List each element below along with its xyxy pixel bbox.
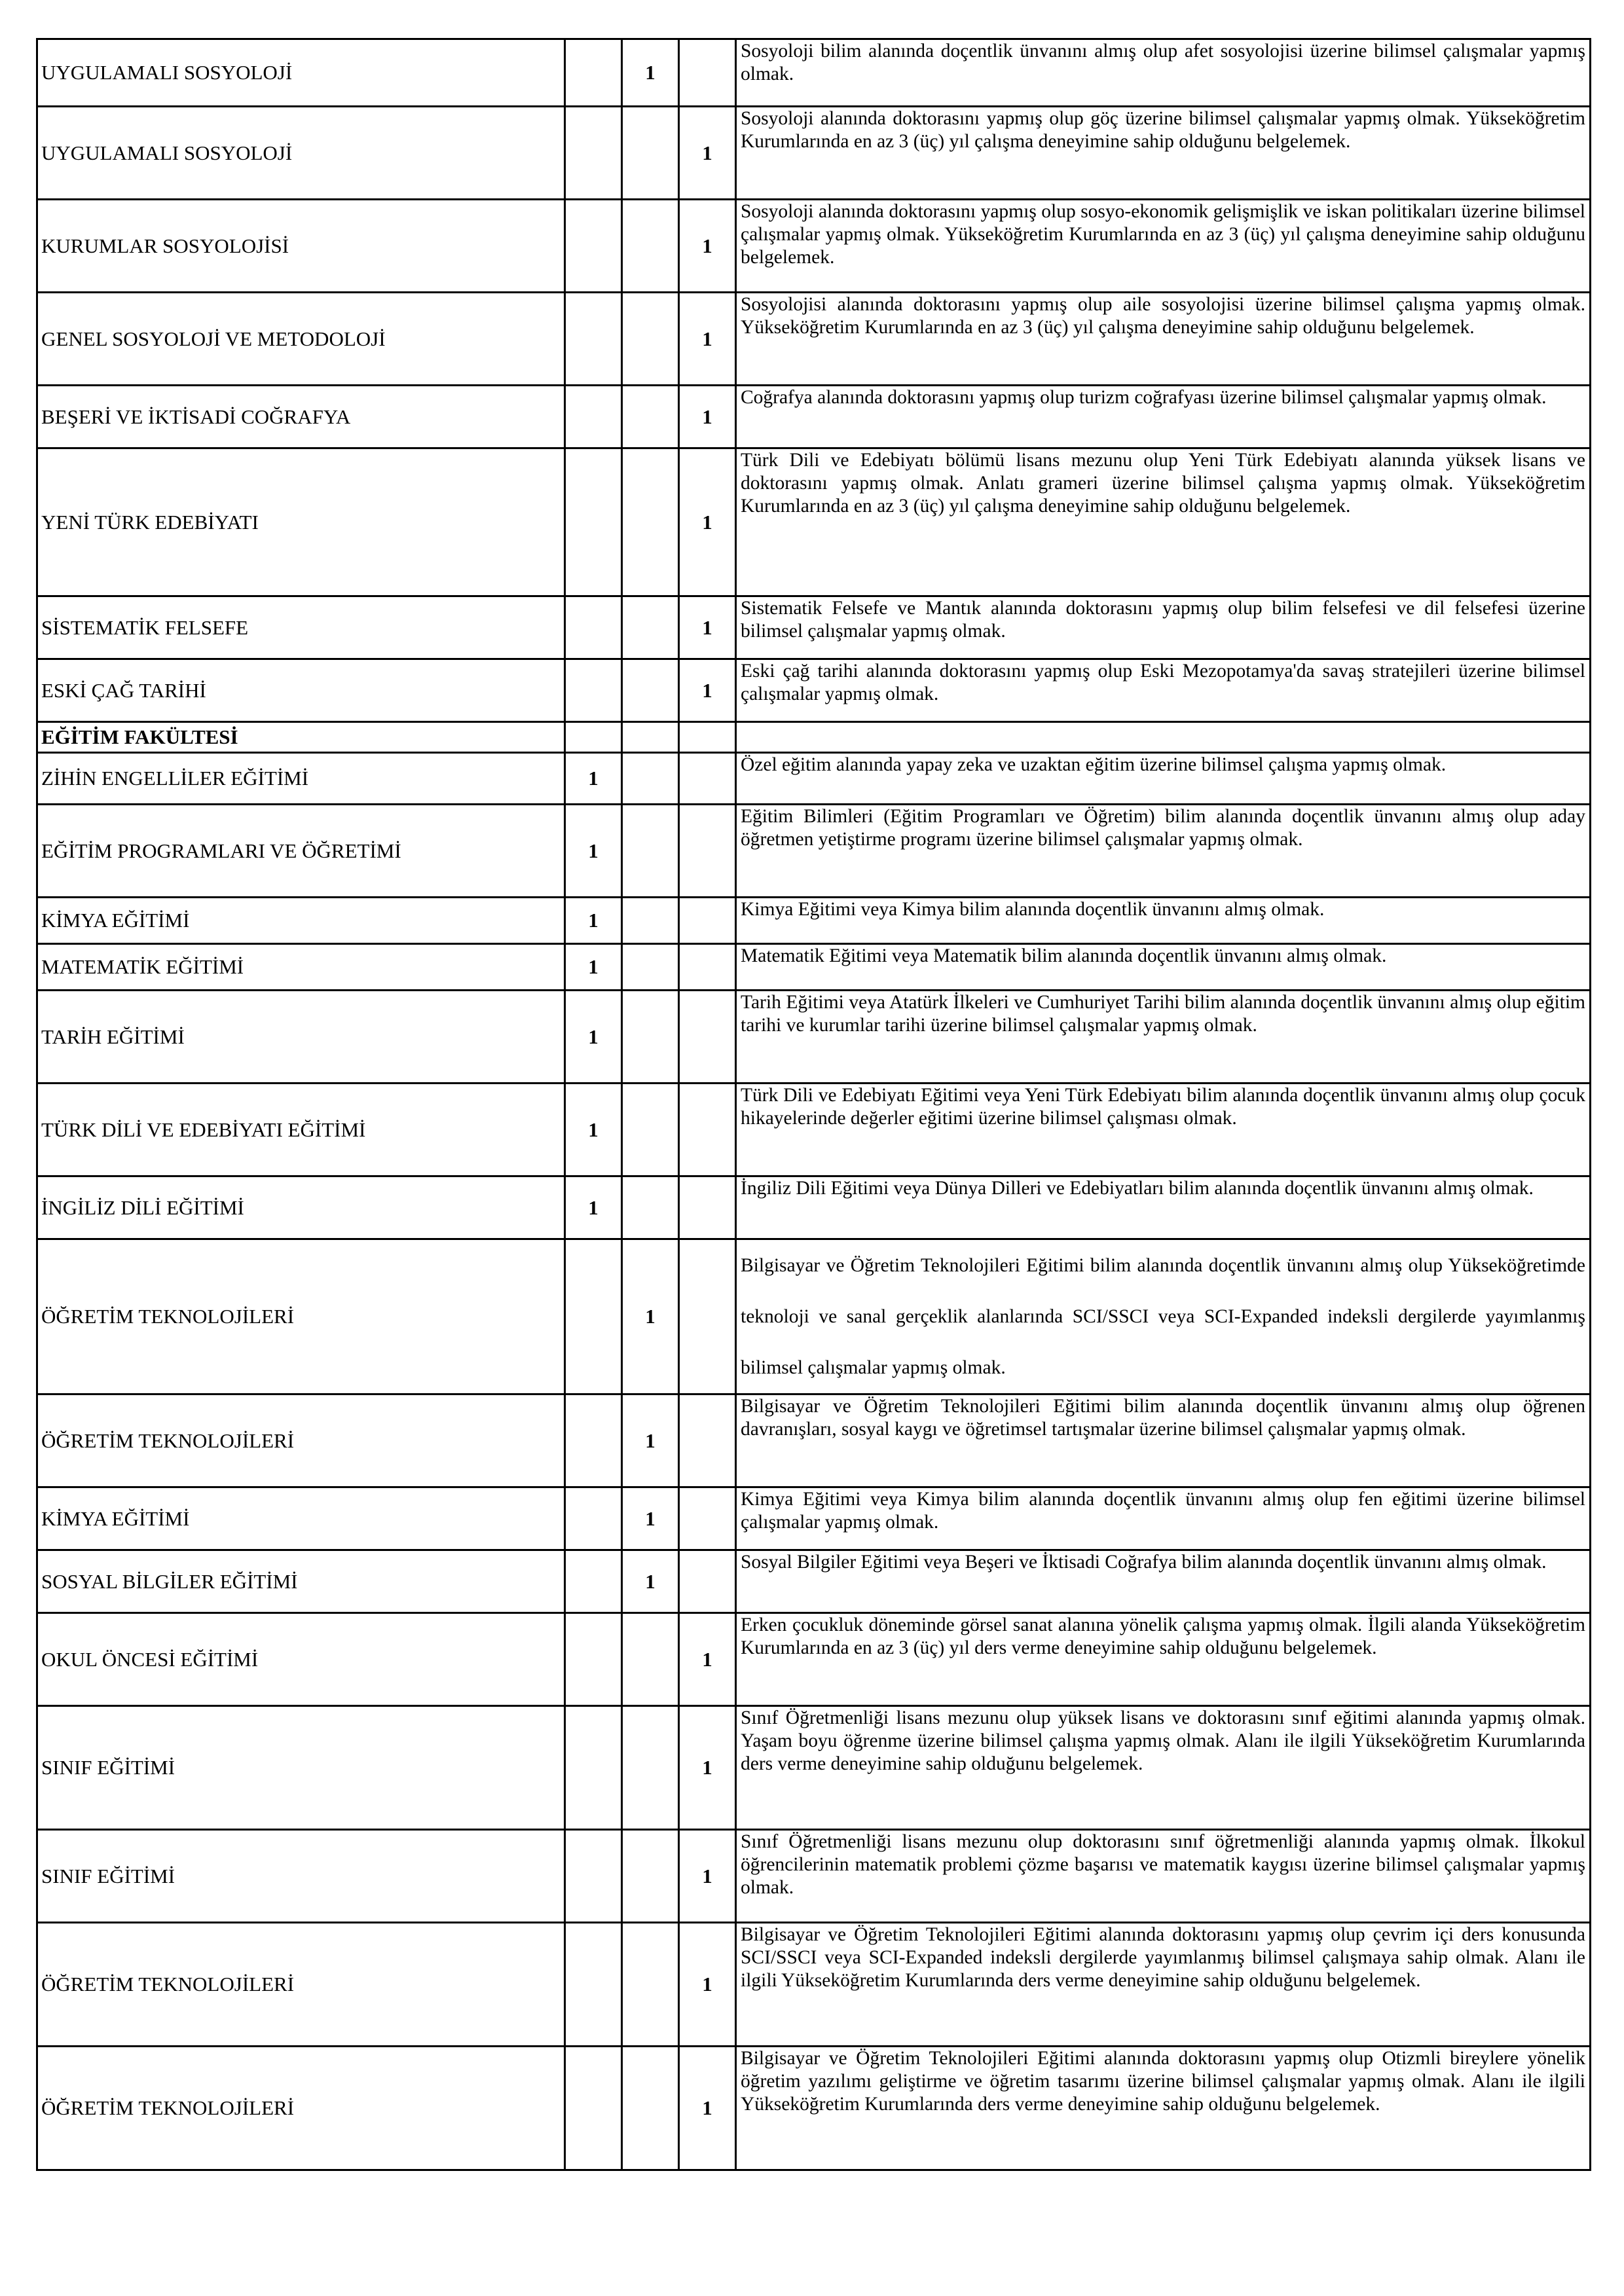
table-row <box>37 805 1591 898</box>
position-name-cell: ÖĞRETİM TEKNOLOJİLERİ <box>37 1394 565 1487</box>
requirement-description-cell: Tarih Eğitimi veya Atatürk İlkeleri ve Cumhuriyet Tarihi bilim alanında doçentlik ünvanını almış olup eğitim tarihi ve kurumlar tarihi üzerine bilimsel çalışmalar yapmış olmak. <box>736 991 1591 1084</box>
associate-professor-count-cell <box>622 1706 679 1830</box>
table-row <box>37 107 1591 200</box>
assistant-professor-count-cell <box>679 1550 736 1613</box>
requirement-description-cell: Sınıf Öğretmenliği lisans mezunu olup yüksek lisans ve doktorasını sınıf eğitimi alanında yapmış olmak. Yaşam boyu öğrenme üzerine bilimsel çalışma yapmış olmak. Alanı ile ilgili Yükseköğretim Kurumlarında ders verme deneyimine sahip olduğunu belgelemek. <box>736 1706 1591 1830</box>
professor-count-cell <box>565 107 622 200</box>
associate-professor-count-cell <box>622 200 679 293</box>
assistant-professor-count-cell <box>679 753 736 805</box>
professor-count-cell: 1 <box>565 1084 622 1176</box>
table-row <box>37 1487 1591 1550</box>
table-row <box>37 898 1591 944</box>
position-name-cell: KİMYA EĞİTİMİ <box>37 1487 565 1550</box>
associate-professor-count-cell: 1 <box>622 1550 679 1613</box>
associate-professor-count-cell <box>622 991 679 1084</box>
position-name-cell: TÜRK DİLİ VE EDEBİYATI EĞİTİMİ <box>37 1084 565 1176</box>
professor-count-cell <box>565 39 622 107</box>
assistant-professor-count-cell <box>679 1084 736 1176</box>
position-name-cell: KURUMLAR SOSYOLOJİSİ <box>37 200 565 293</box>
table-row <box>37 596 1591 659</box>
position-name-cell: UYGULAMALI SOSYOLOJİ <box>37 107 565 200</box>
assistant-professor-count-cell <box>679 1487 736 1550</box>
table-row <box>37 1239 1591 1394</box>
assistant-professor-count-cell: 1 <box>679 1613 736 1706</box>
position-name-cell: KİMYA EĞİTİMİ <box>37 898 565 944</box>
table-row <box>37 991 1591 1084</box>
associate-professor-count-cell <box>622 293 679 386</box>
assistant-professor-count-cell <box>679 39 736 107</box>
professor-count-cell <box>565 596 622 659</box>
assistant-professor-count-cell <box>679 944 736 991</box>
requirement-description-cell: Coğrafya alanında doktorasını yapmış olup turizm coğrafyası üzerine bilimsel çalışmalar yapmış olmak. <box>736 386 1591 448</box>
associate-professor-count-cell <box>622 1830 679 1923</box>
requirement-description-cell: Sosyolojisi alanında doktorasını yapmış olup aile sosyolojisi üzerine bilimsel çalışma yapmış olmak. Yükseköğretim Kurumlarında en az 3 (üç) yıl çalışma deneyimine sahip olduğunu belgelemek. <box>736 293 1591 386</box>
associate-professor-count-cell <box>622 753 679 805</box>
assistant-professor-count-cell: 1 <box>679 659 736 722</box>
requirement-description-cell: Özel eğitim alanında yapay zeka ve uzaktan eğitim üzerine bilimsel çalışma yapmış olmak. <box>736 753 1591 805</box>
assistant-professor-count-cell <box>679 1239 736 1394</box>
position-name-cell: SİSTEMATİK FELSEFE <box>37 596 565 659</box>
position-name-cell: ÖĞRETİM TEKNOLOJİLERİ <box>37 1923 565 2047</box>
table-row <box>37 448 1591 596</box>
position-name-cell: BEŞERİ VE İKTİSADİ COĞRAFYA <box>37 386 565 448</box>
professor-count-cell <box>565 1706 622 1830</box>
assistant-professor-count-cell: 1 <box>679 107 736 200</box>
requirement-description-cell: Kimya Eğitimi veya Kimya bilim alanında doçentlik ünvanını almış olup fen eğitimi üzerine bilimsel çalışmalar yapmış olmak. <box>736 1487 1591 1550</box>
associate-professor-count-cell <box>622 1613 679 1706</box>
requirement-description-cell: Sosyoloji bilim alanında doçentlik ünvanını almış olup afet sosyolojisi üzerine bilimsel çalışmalar yapmış olmak. <box>736 39 1591 107</box>
assistant-professor-count-cell <box>679 1394 736 1487</box>
position-name-cell: ZİHİN ENGELLİLER EĞİTİMİ <box>37 753 565 805</box>
assistant-professor-count-cell: 1 <box>679 448 736 596</box>
position-name-cell: ESKİ ÇAĞ TARİHİ <box>37 659 565 722</box>
table-row <box>37 1923 1591 2047</box>
professor-count-cell <box>565 722 622 753</box>
requirement-description-cell: Erken çocukluk döneminde görsel sanat alanına yönelik çalışma yapmış olmak. İlgili alanda Yükseköğretim Kurumlarında en az 3 (üç) yıl ders verme deneyimine sahip olduğunu belgelemek. <box>736 1613 1591 1706</box>
assistant-professor-count-cell <box>679 991 736 1084</box>
requirement-description-cell: Sosyoloji alanında doktorasını yapmış olup göç üzerine bilimsel çalışmalar yapmış olmak. Yükseköğretim Kurumlarında en az 3 (üç) yıl çalışma deneyimine sahip olduğunu belgelemek. <box>736 107 1591 200</box>
requirement-description-cell: Matematik Eğitimi veya Matematik bilim alanında doçentlik ünvanını almış olmak. <box>736 944 1591 991</box>
position-name-cell: OKUL ÖNCESİ EĞİTİMİ <box>37 1613 565 1706</box>
associate-professor-count-cell <box>622 448 679 596</box>
associate-professor-count-cell: 1 <box>622 1394 679 1487</box>
position-name-cell: UYGULAMALI SOSYOLOJİ <box>37 39 565 107</box>
professor-count-cell <box>565 1239 622 1394</box>
table-row <box>37 944 1591 991</box>
associate-professor-count-cell <box>622 722 679 753</box>
requirement-description-cell: İngiliz Dili Eğitimi veya Dünya Dilleri ve Edebiyatları bilim alanında doçentlik ünvanını almış olmak. <box>736 1176 1591 1239</box>
associate-professor-count-cell <box>622 1176 679 1239</box>
position-name-cell: ÖĞRETİM TEKNOLOJİLERİ <box>37 2047 565 2170</box>
table-row <box>37 1084 1591 1176</box>
table-row <box>37 1394 1591 1487</box>
assistant-professor-count-cell: 1 <box>679 1706 736 1830</box>
position-name-cell: YENİ TÜRK EDEBİYATI <box>37 448 565 596</box>
requirement-description-cell: Bilgisayar ve Öğretim Teknolojileri Eğitimi bilim alanında doçentlik ünvanını almış olup öğrenen davranışları, sosyal kaygı ve öğretimsel tartışmalar üzerine bilimsel çalışmalar yapmış olmak. <box>736 1394 1591 1487</box>
table-row <box>37 1550 1591 1613</box>
requirement-description-cell: Sınıf Öğretmenliği lisans mezunu olup doktorasını sınıf öğretmenliği alanında yapmış olmak. İlkokul öğrencilerinin matematik problemi çözme başarısı ve matematik kaygısı üzerine bilimsel çalışmalar yapmış olmak. <box>736 1830 1591 1923</box>
professor-count-cell: 1 <box>565 991 622 1084</box>
assistant-professor-count-cell <box>679 1176 736 1239</box>
requirement-description-cell: Bilgisayar ve Öğretim Teknolojileri Eğitimi alanında doktorasını yapmış olup çevrim içi ders konusunda SCI/SSCI veya SCI-Expanded indeksli dergilerde yayımlanmış bilimsel çalışmaya sahip olmak. Alanı ile ilgili Yükseköğretim Kurumlarında ders verme deneyimine sahip olduğunu belgelemek. <box>736 1923 1591 2047</box>
professor-count-cell <box>565 1830 622 1923</box>
position-name-cell: SINIF EĞİTİMİ <box>37 1706 565 1830</box>
table-row <box>37 1613 1591 1706</box>
position-name-cell: TARİH EĞİTİMİ <box>37 991 565 1084</box>
associate-professor-count-cell <box>622 2047 679 2170</box>
professor-count-cell <box>565 659 622 722</box>
associate-professor-count-cell <box>622 107 679 200</box>
requirement-description-cell: Eski çağ tarihi alanında doktorasını yapmış olup Eski Mezopotamya'da savaş stratejileri üzerine bilimsel çalışmalar yapmış olmak. <box>736 659 1591 722</box>
position-name-cell: İNGİLİZ DİLİ EĞİTİMİ <box>37 1176 565 1239</box>
assistant-professor-count-cell <box>679 722 736 753</box>
table-row <box>37 200 1591 293</box>
assistant-professor-count-cell: 1 <box>679 596 736 659</box>
professor-count-cell: 1 <box>565 944 622 991</box>
table-row <box>37 1706 1591 1830</box>
assistant-professor-count-cell: 1 <box>679 1923 736 2047</box>
professor-count-cell: 1 <box>565 1176 622 1239</box>
requirement-description-cell <box>736 722 1591 753</box>
table-row <box>37 293 1591 386</box>
assistant-professor-count-cell: 1 <box>679 200 736 293</box>
table-row <box>37 1176 1591 1239</box>
position-name-cell: MATEMATİK EĞİTİMİ <box>37 944 565 991</box>
associate-professor-count-cell: 1 <box>622 39 679 107</box>
position-name-cell: ÖĞRETİM TEKNOLOJİLERİ <box>37 1239 565 1394</box>
requirement-description-cell: Türk Dili ve Edebiyatı bölümü lisans mezunu olup Yeni Türk Edebiyatı alanında yüksek lisans ve doktorasını yapmış olmak. Anlatı grameri üzerine bilimsel çalışma yapmış olmak. Yükseköğretim Kurumlarında en az 3 (üç) yıl çalışma deneyimine sahip olduğunu belgelemek. <box>736 448 1591 596</box>
associate-professor-count-cell: 1 <box>622 1239 679 1394</box>
associate-professor-count-cell <box>622 944 679 991</box>
professor-count-cell <box>565 1550 622 1613</box>
associate-professor-count-cell <box>622 1084 679 1176</box>
requirement-description-cell: Sosyoloji alanında doktorasını yapmış olup sosyo-ekonomik gelişmişlik ve iskan politikaları üzerine bilimsel çalışmalar yapmış olmak. Yükseköğretim Kurumlarında en az 3 (üç) yıl çalışma deneyimine sahip olduğunu belgelemek. <box>736 200 1591 293</box>
associate-professor-count-cell <box>622 1923 679 2047</box>
requirement-description-cell: Sistematik Felsefe ve Mantık alanında doktorasını yapmış olup bilim felsefesi ve dil felsefesi üzerine bilimsel çalışmalar yapmış olmak. <box>736 596 1591 659</box>
assistant-professor-count-cell: 1 <box>679 1830 736 1923</box>
professor-count-cell <box>565 2047 622 2170</box>
assistant-professor-count-cell: 1 <box>679 386 736 448</box>
assistant-professor-count-cell <box>679 898 736 944</box>
table-row <box>37 1830 1591 1923</box>
professor-count-cell: 1 <box>565 805 622 898</box>
table-row <box>37 753 1591 805</box>
position-name-cell: GENEL SOSYOLOJİ VE METODOLOJİ <box>37 293 565 386</box>
table-row <box>37 386 1591 448</box>
professor-count-cell: 1 <box>565 898 622 944</box>
professor-count-cell <box>565 1923 622 2047</box>
professor-count-cell <box>565 200 622 293</box>
position-name-cell: EĞİTİM FAKÜLTESİ <box>37 722 565 753</box>
requirement-description-cell: Bilgisayar ve Öğretim Teknolojileri Eğitimi bilim alanında doçentlik ünvanını almış olup Yükseköğretimde teknoloji ve sanal gerçeklik alanlarında SCI/SSCI veya SCI-Expanded indeksli dergilerde yayımlanmış bilimsel çalışmalar yapmış olmak. <box>736 1239 1591 1394</box>
assistant-professor-count-cell: 1 <box>679 293 736 386</box>
requirement-description-cell: Eğitim Bilimleri (Eğitim Programları ve Öğretim) bilim alanında doçentlik ünvanını almış olup aday öğretmen yetiştirme programı üzerine bilimsel çalışmalar yapmış olmak. <box>736 805 1591 898</box>
associate-professor-count-cell <box>622 898 679 944</box>
professor-count-cell <box>565 448 622 596</box>
professor-count-cell <box>565 1613 622 1706</box>
position-name-cell: EĞİTİM PROGRAMLARI VE ÖĞRETİMİ <box>37 805 565 898</box>
associate-professor-count-cell <box>622 386 679 448</box>
professor-count-cell <box>565 386 622 448</box>
requirement-description-cell: Türk Dili ve Edebiyatı Eğitimi veya Yeni Türk Edebiyatı bilim alanında doçentlik ünvanını almış olup çocuk hikayelerinde değerler eğitimi üzerine bilimsel çalışması olmak. <box>736 1084 1591 1176</box>
position-name-cell: SINIF EĞİTİMİ <box>37 1830 565 1923</box>
associate-professor-count-cell: 1 <box>622 1487 679 1550</box>
professor-count-cell <box>565 293 622 386</box>
staff-position-table <box>36 38 1591 2171</box>
requirement-description-cell: Kimya Eğitimi veya Kimya bilim alanında doçentlik ünvanını almış olmak. <box>736 898 1591 944</box>
professor-count-cell: 1 <box>565 753 622 805</box>
position-name-cell: SOSYAL BİLGİLER EĞİTİMİ <box>37 1550 565 1613</box>
professor-count-cell <box>565 1487 622 1550</box>
assistant-professor-count-cell <box>679 805 736 898</box>
table-row <box>37 659 1591 722</box>
table-row <box>37 39 1591 107</box>
table-row <box>37 2047 1591 2170</box>
section-header-row <box>37 722 1591 753</box>
professor-count-cell <box>565 1394 622 1487</box>
requirement-description-cell: Bilgisayar ve Öğretim Teknolojileri Eğitimi alanında doktorasını yapmış olup Otizmli bireylere yönelik öğretim yazılımı geliştirme ve öğretim tasarımı üzerine bilimsel çalışmalar yapmış olmak. Alanı ile ilgili Yükseköğretim Kurumlarında ders verme deneyimine sahip olduğunu belgelemek. <box>736 2047 1591 2170</box>
associate-professor-count-cell <box>622 805 679 898</box>
associate-professor-count-cell <box>622 659 679 722</box>
requirement-description-cell: Sosyal Bilgiler Eğitimi veya Beşeri ve İktisadi Coğrafya bilim alanında doçentlik ünvanını almış olmak. <box>736 1550 1591 1613</box>
assistant-professor-count-cell: 1 <box>679 2047 736 2170</box>
associate-professor-count-cell <box>622 596 679 659</box>
